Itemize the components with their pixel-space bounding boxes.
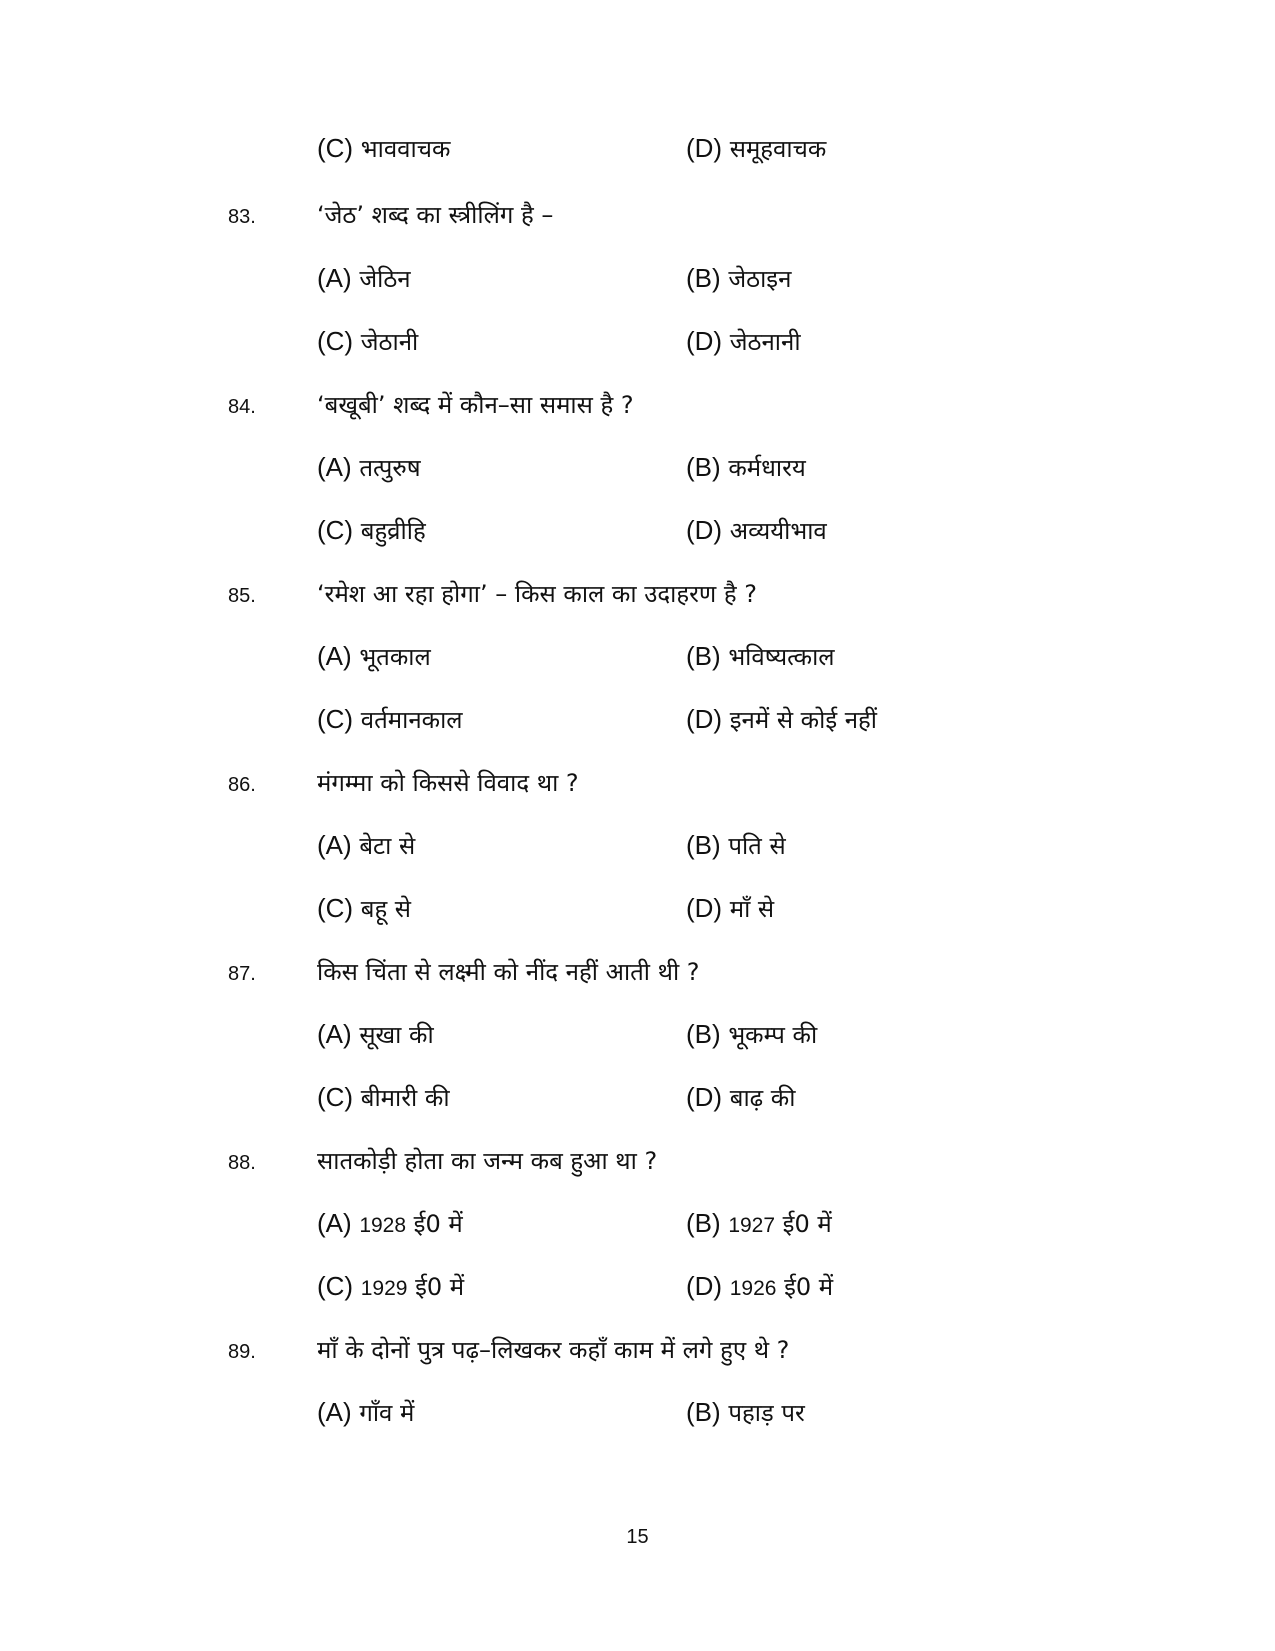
option-letter: (A) xyxy=(317,1019,352,1049)
question-number: 87. xyxy=(228,963,256,985)
option xyxy=(317,262,411,295)
option xyxy=(317,1207,463,1240)
option xyxy=(686,451,806,484)
option-year: 1927 xyxy=(728,1214,776,1237)
option-text: बेटा से xyxy=(359,832,416,860)
option-letter: (B) xyxy=(686,263,721,293)
option xyxy=(317,703,463,736)
option-text: पति से xyxy=(728,832,786,860)
option-letter: (C) xyxy=(317,893,354,923)
option-letter: (C) xyxy=(317,515,354,545)
option-row xyxy=(0,1018,1275,1058)
option-row xyxy=(0,132,1275,172)
option xyxy=(686,1207,832,1240)
option-text: इनमें से कोई नहीं xyxy=(729,706,878,734)
option xyxy=(686,703,877,736)
option-letter: (B) xyxy=(686,1208,721,1238)
option-text: जेठाइन xyxy=(728,265,792,293)
question-number: 83. xyxy=(228,206,256,228)
question-text: सातकोड़ी होता का जन्म कब हुआ था ? xyxy=(317,1147,658,1175)
option xyxy=(686,132,826,165)
option-text: पहाड़ पर xyxy=(728,1399,805,1427)
question-row xyxy=(0,198,1275,238)
option-row xyxy=(0,1081,1275,1121)
option xyxy=(317,1081,450,1114)
option-text: बाढ़ की xyxy=(729,1084,796,1112)
option-letter: (B) xyxy=(686,1019,721,1049)
option-letter: (A) xyxy=(317,1397,352,1427)
option-year: 1928 xyxy=(359,1214,407,1237)
option xyxy=(317,514,426,547)
option-row xyxy=(0,640,1275,680)
option-letter: (A) xyxy=(317,452,352,482)
option xyxy=(317,325,418,358)
option xyxy=(317,892,411,925)
option xyxy=(686,514,827,547)
question-row xyxy=(0,766,1275,806)
question-number: 85. xyxy=(228,585,256,607)
option-letter: (D) xyxy=(686,1082,723,1112)
option xyxy=(317,829,415,862)
option-year-suffix: ई0 में xyxy=(784,1273,834,1301)
option-letter: (C) xyxy=(317,326,354,356)
question-row xyxy=(0,577,1275,617)
option xyxy=(686,262,791,295)
option-letter: (A) xyxy=(317,830,352,860)
option-text: सूखा की xyxy=(359,1021,434,1049)
question-number: 86. xyxy=(228,774,256,796)
option-letter: (C) xyxy=(317,1082,354,1112)
option-year: 1926 xyxy=(729,1277,777,1300)
question-text: ‘बखूबी’ शब्द में कौन–सा समास है ? xyxy=(317,391,634,419)
option-text: जेठानी xyxy=(360,328,419,356)
question-text: ‘रमेश आ रहा होगा’ – किस काल का उदाहरण है ? xyxy=(317,580,757,608)
option-letter: (A) xyxy=(317,641,352,671)
question-text: ‘जेठ’ शब्द का स्त्रीलिंग है – xyxy=(317,201,554,229)
option-letter: (C) xyxy=(317,1271,354,1301)
question-text: माँ के दोनों पुत्र पढ़–लिखकर कहाँ काम में लगे हुए थे ? xyxy=(317,1336,790,1364)
option-row xyxy=(0,703,1275,743)
option-row xyxy=(0,829,1275,869)
option xyxy=(317,640,431,673)
option-letter: (D) xyxy=(686,893,723,923)
option-text: समूहवाचक xyxy=(729,135,827,163)
option-row xyxy=(0,451,1275,491)
question-number: 89. xyxy=(228,1341,256,1363)
question-number: 88. xyxy=(228,1152,256,1174)
option xyxy=(317,451,421,484)
option-row xyxy=(0,262,1275,302)
option-text: बहुव्रीहि xyxy=(360,517,426,545)
option-year-suffix: ई0 में xyxy=(782,1210,832,1238)
question-text: मंगम्मा को किससे विवाद था ? xyxy=(317,769,579,797)
option xyxy=(686,1396,805,1429)
option-letter: (D) xyxy=(686,133,723,163)
option-row xyxy=(0,325,1275,365)
option xyxy=(317,132,450,165)
option-year-suffix: ई0 में xyxy=(415,1273,465,1301)
option xyxy=(686,1018,817,1051)
question-row xyxy=(0,388,1275,428)
option xyxy=(317,1396,414,1429)
question-number: 84. xyxy=(228,396,256,418)
option-year-suffix: ई0 में xyxy=(413,1210,463,1238)
option xyxy=(686,829,786,862)
option-letter: (B) xyxy=(686,830,721,860)
option-text: जेठनानी xyxy=(729,328,801,356)
page-number: 15 xyxy=(626,1526,649,1548)
option-text: बीमारी की xyxy=(360,1084,450,1112)
option xyxy=(686,1270,833,1303)
option-row xyxy=(0,1396,1275,1436)
option-row xyxy=(0,514,1275,554)
option-text: कर्मधारय xyxy=(728,454,806,482)
option-text: भाववाचक xyxy=(360,135,451,163)
option-text: गाँव में xyxy=(359,1399,415,1427)
option-year: 1929 xyxy=(360,1277,408,1300)
option xyxy=(317,1018,434,1051)
option xyxy=(686,640,835,673)
option-text: जेठिन xyxy=(359,265,411,293)
question-row xyxy=(0,1144,1275,1184)
option-text: तत्पुरुष xyxy=(359,454,421,482)
option-letter: (A) xyxy=(317,263,352,293)
option-letter: (C) xyxy=(317,704,354,734)
option-letter: (C) xyxy=(317,133,354,163)
option-text: अव्ययीभाव xyxy=(729,517,827,545)
option-letter: (D) xyxy=(686,326,723,356)
option-letter: (B) xyxy=(686,641,721,671)
option xyxy=(686,1081,795,1114)
question-row xyxy=(0,955,1275,995)
option xyxy=(686,325,801,358)
option-letter: (D) xyxy=(686,515,723,545)
option-letter: (A) xyxy=(317,1208,352,1238)
option-letter: (D) xyxy=(686,1271,723,1301)
question-text: किस चिंता से लक्ष्मी को नींद नहीं आती थी ? xyxy=(317,958,700,986)
option-text: वर्तमानकाल xyxy=(360,706,463,734)
option-text: भूकम्प की xyxy=(728,1021,818,1049)
option-letter: (B) xyxy=(686,1397,721,1427)
option-text: माँ से xyxy=(729,895,775,923)
option-row xyxy=(0,1270,1275,1310)
option xyxy=(317,1270,464,1303)
option-text: बहू से xyxy=(360,895,412,923)
question-row xyxy=(0,1333,1275,1373)
option-letter: (D) xyxy=(686,704,723,734)
option xyxy=(686,892,774,925)
option-letter: (B) xyxy=(686,452,721,482)
option-text: भूतकाल xyxy=(359,643,431,671)
option-text: भविष्यत्काल xyxy=(728,643,835,671)
option-row xyxy=(0,1207,1275,1247)
option-row xyxy=(0,892,1275,932)
